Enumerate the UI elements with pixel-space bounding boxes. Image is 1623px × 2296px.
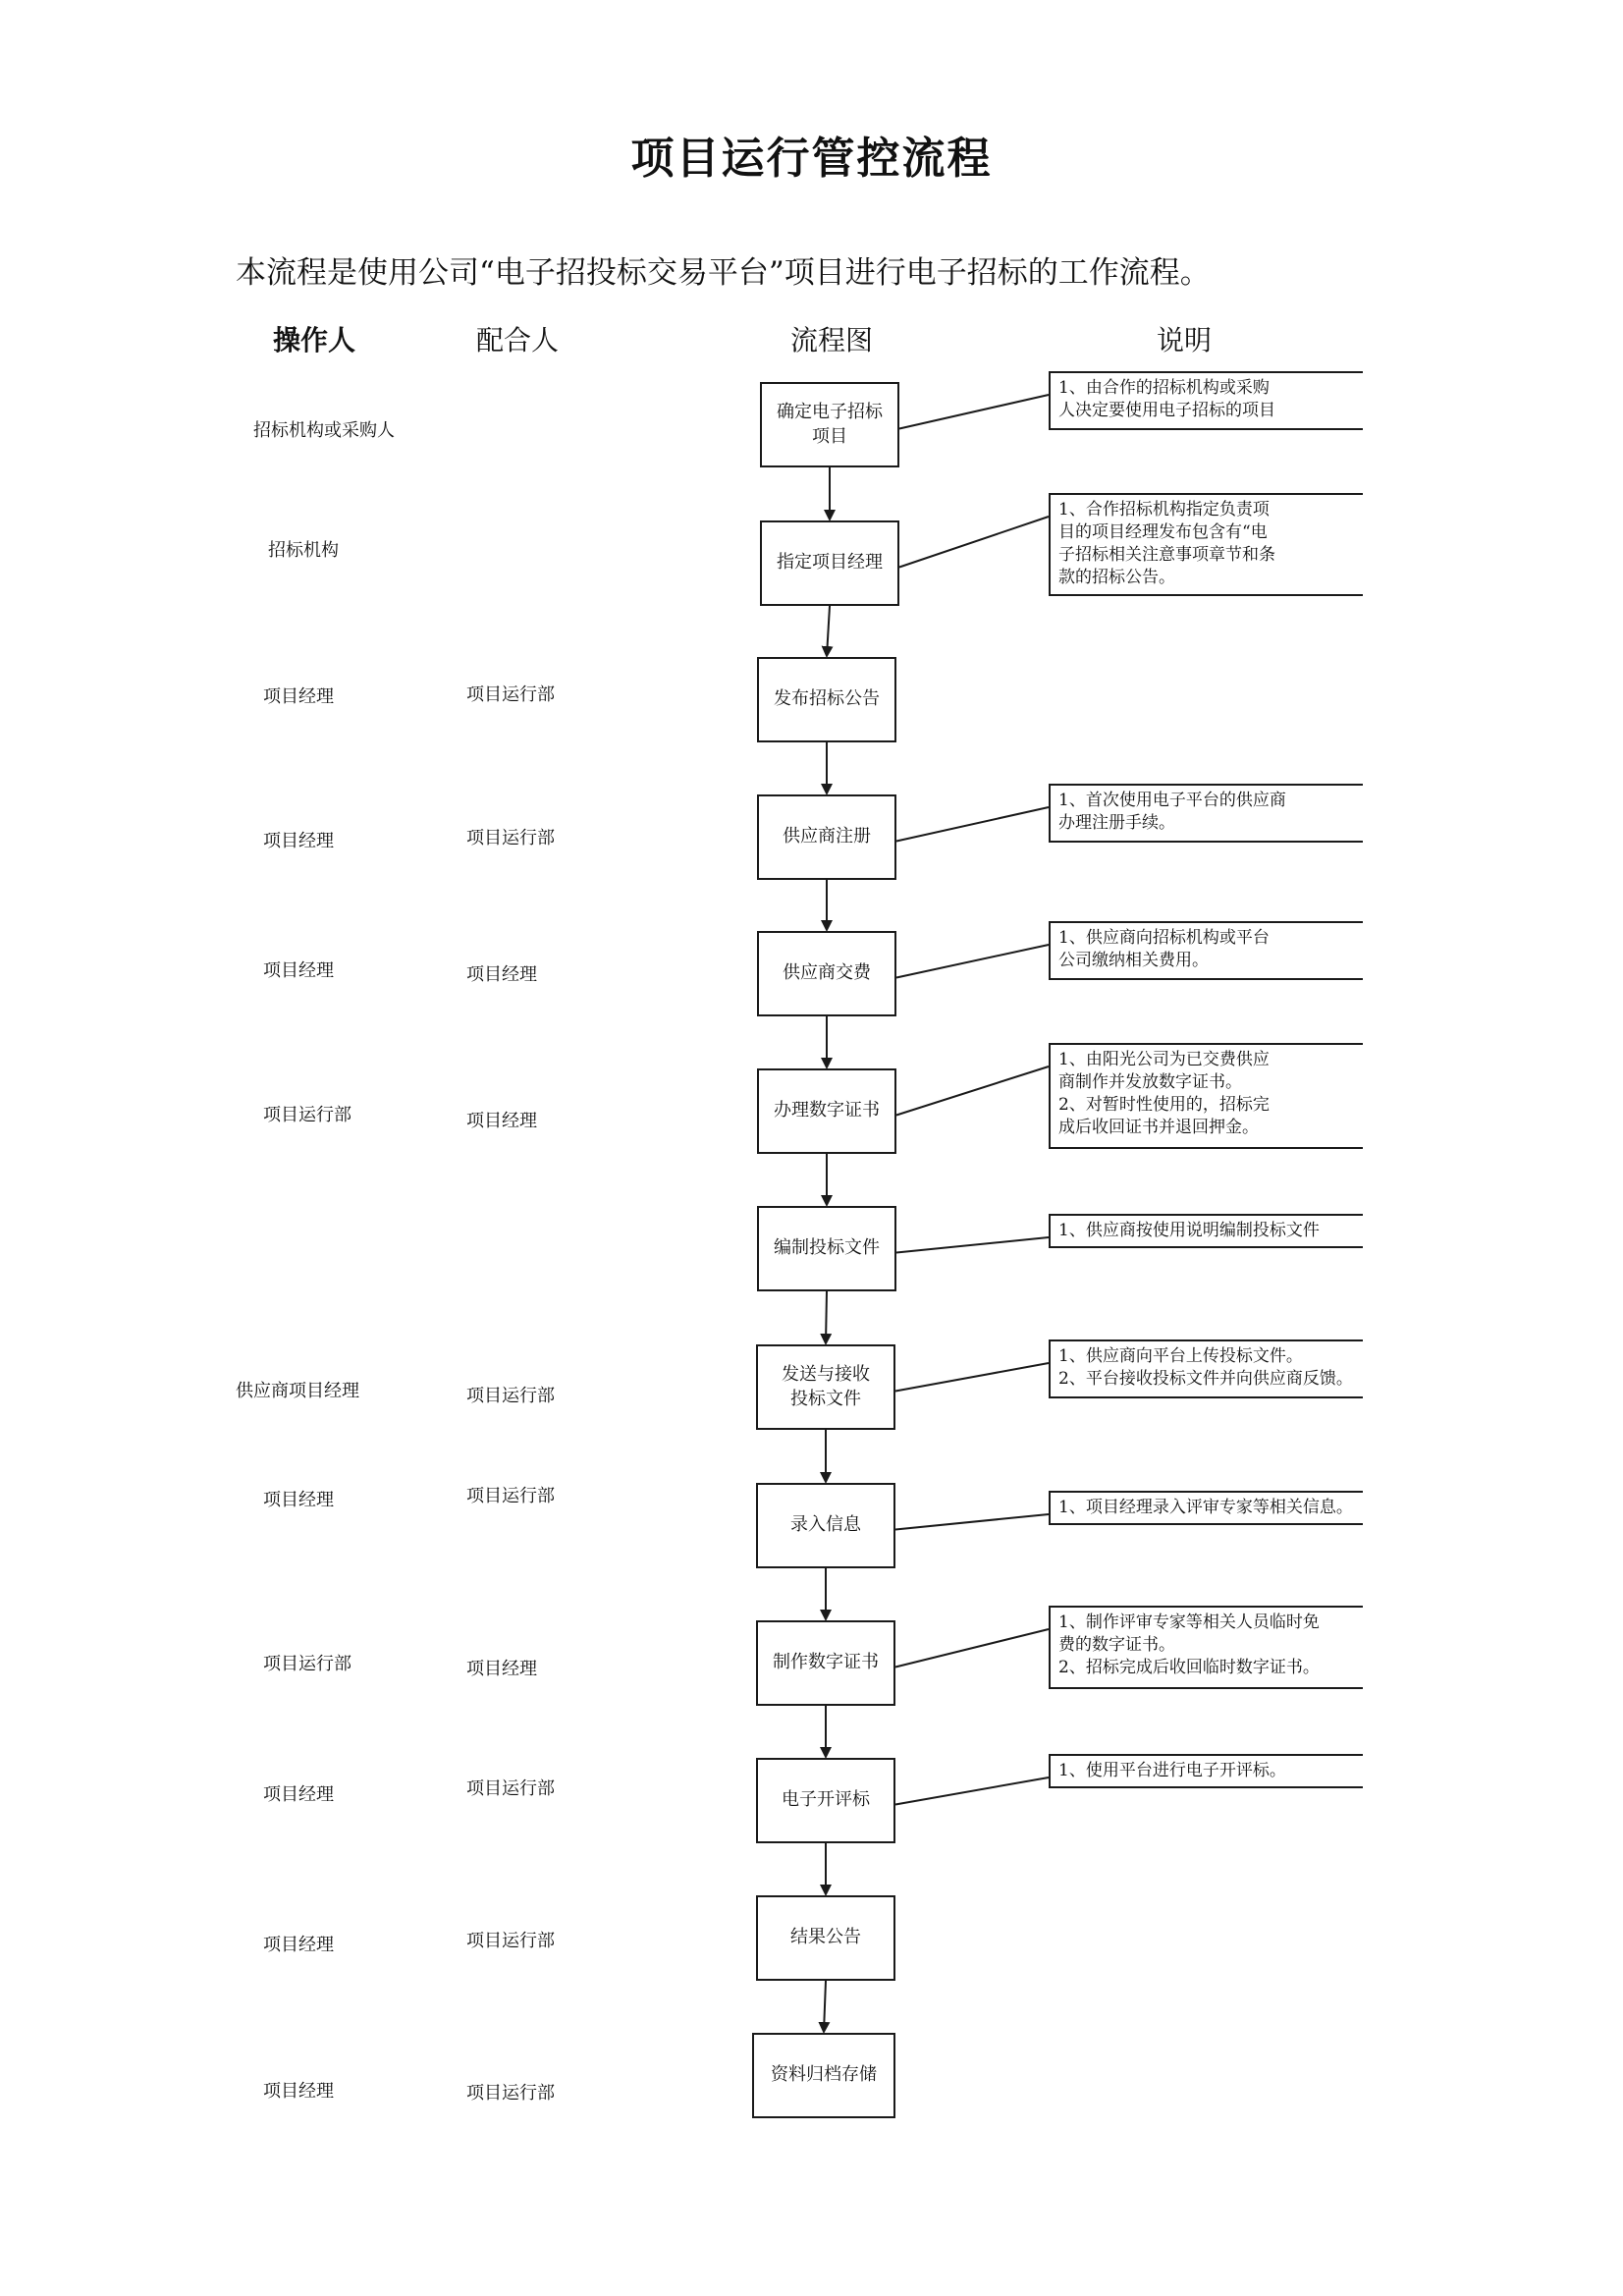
cooperator-cell: 项目运行部 [466,828,555,848]
operator-cell: 项目经理 [263,686,334,707]
note-bracket [1049,1043,1363,1149]
process-label: 制作数字证书 [773,1652,879,1673]
process-box [757,1068,896,1154]
note-text: 1、制作评审专家等相关人员临时免 [1058,1613,1320,1632]
cooperator-cell: 项目运行部 [466,1931,555,1951]
cooperator-cell: 项目经理 [466,964,537,985]
operator-cell: 项目经理 [263,2081,334,2102]
note-text: 公司缴纳相关费用。 [1058,950,1209,970]
process-box [757,931,896,1016]
operator-cell: 项目经理 [263,1490,334,1510]
process-box [757,1206,896,1291]
operator-cell: 项目经理 [263,1784,334,1805]
operator-cell: 项目经理 [263,960,334,981]
note-connector [896,807,1049,842]
cooperator-cell: 项目运行部 [466,1386,555,1406]
header-flow: 流程图 [790,324,874,356]
process-box [756,1758,895,1843]
process-label: 确定电子招标 [777,402,883,423]
operator-cell: 项目经理 [263,831,334,851]
note-bracket [1049,1754,1363,1788]
note-bracket [1049,1491,1363,1525]
note-connector [899,517,1049,568]
process-label: 编制投标文件 [774,1237,880,1259]
header-notes: 说明 [1157,324,1213,356]
note-connector [896,1066,1049,1116]
cooperator-cell: 项目经理 [466,1659,537,1679]
operator-cell: 供应商项目经理 [236,1381,359,1401]
process-label: 录入信息 [790,1514,861,1536]
operator-cell: 项目经理 [263,1935,334,1955]
operator-cell: 招标机构或采购人 [253,420,395,441]
process-label: 办理数字证书 [774,1100,880,1121]
process-label: 结果公告 [790,1927,861,1948]
note-text: 1、供应商向招标机构或平台 [1058,928,1270,948]
note-text: 费的数字证书。 [1058,1634,1175,1655]
note-text: 1、项目经理录入评审专家等相关信息。 [1058,1498,1353,1517]
process-label: 电子开评标 [782,1789,870,1811]
cooperator-cell: 项目运行部 [466,1778,555,1799]
note-text: 成后收回证书并退回押金。 [1058,1117,1259,1137]
operator-cell: 项目运行部 [263,1105,352,1125]
cooperator-cell: 项目经理 [466,1111,537,1131]
note-text: 办理注册手续。 [1058,812,1175,833]
note-connector [895,1629,1049,1667]
header-operator: 操作人 [273,324,356,356]
note-bracket [1049,371,1363,430]
process-box [760,520,899,606]
process-label: 投标文件 [790,1388,861,1409]
flow-arrow [827,606,830,656]
operator-cell: 项目运行部 [263,1654,352,1674]
process-label: 指定项目经理 [777,552,883,574]
cooperator-cell: 项目运行部 [466,2083,555,2104]
cooperator-cell: 项目运行部 [466,1486,555,1506]
header-cooperator: 配合人 [476,324,560,356]
operator-cell: 招标机构 [268,540,339,561]
note-text: 款的招标公告。 [1058,567,1175,587]
note-connector [896,1237,1049,1253]
process-box [756,1895,895,1981]
note-text: 子招标相关注意事项章节和条 [1058,544,1275,565]
process-box [760,382,899,467]
note-bracket [1049,1214,1363,1248]
note-connector [896,945,1049,978]
note-text: 2、招标完成后收回临时数字证书。 [1058,1657,1320,1677]
note-text: 1、供应商向平台上传投标文件。 [1058,1346,1303,1366]
process-label: 供应商交费 [783,962,871,984]
note-text: 1、供应商按使用说明编制投标文件 [1058,1221,1320,1240]
flow-arrow [826,1291,827,1343]
note-connector [899,395,1049,429]
page-title: 项目运行管控流程 [630,134,993,184]
note-bracket [1049,784,1363,843]
note-connector [895,1777,1049,1805]
cooperator-cell: 项目运行部 [466,684,555,705]
process-label: 项目 [812,425,847,447]
note-text: 1、由合作的招标机构或采购 [1058,378,1270,398]
intro-text: 本流程是使用公司“电子招投标交易平台”项目进行电子招标的工作流程。 [236,255,1211,291]
note-connector [895,1363,1049,1392]
note-text: 人决定要使用电子招标的项目 [1058,400,1275,420]
note-text: 1、首次使用电子平台的供应商 [1058,791,1286,810]
note-bracket [1049,1606,1363,1689]
note-bracket [1049,921,1363,980]
process-box [756,1344,895,1430]
process-box [756,1483,895,1568]
process-box [752,2033,895,2118]
process-label: 发布招标公告 [774,688,880,710]
process-box [757,657,896,742]
note-bracket [1049,1339,1363,1398]
note-text: 2、平台接收投标文件并向供应商反馈。 [1058,1368,1353,1389]
note-connector [895,1514,1049,1530]
process-box [757,794,896,880]
process-label: 供应商注册 [783,826,871,847]
note-text: 1、由阳光公司为已交费供应 [1058,1050,1270,1069]
process-label: 发送与接收 [782,1364,870,1386]
flow-arrow [824,1981,826,2032]
process-label: 资料归档存储 [771,2064,877,2086]
note-text: 目的项目经理发布包含有“电 [1058,521,1268,542]
note-text: 1、使用平台进行电子开评标。 [1058,1761,1286,1780]
process-box [756,1620,895,1706]
note-bracket [1049,493,1363,596]
note-text: 2、对暂时性使用的，招标完 [1058,1094,1270,1115]
note-text: 商制作并发放数字证书。 [1058,1071,1242,1092]
note-text: 1、合作招标机构指定负责项 [1058,500,1270,519]
